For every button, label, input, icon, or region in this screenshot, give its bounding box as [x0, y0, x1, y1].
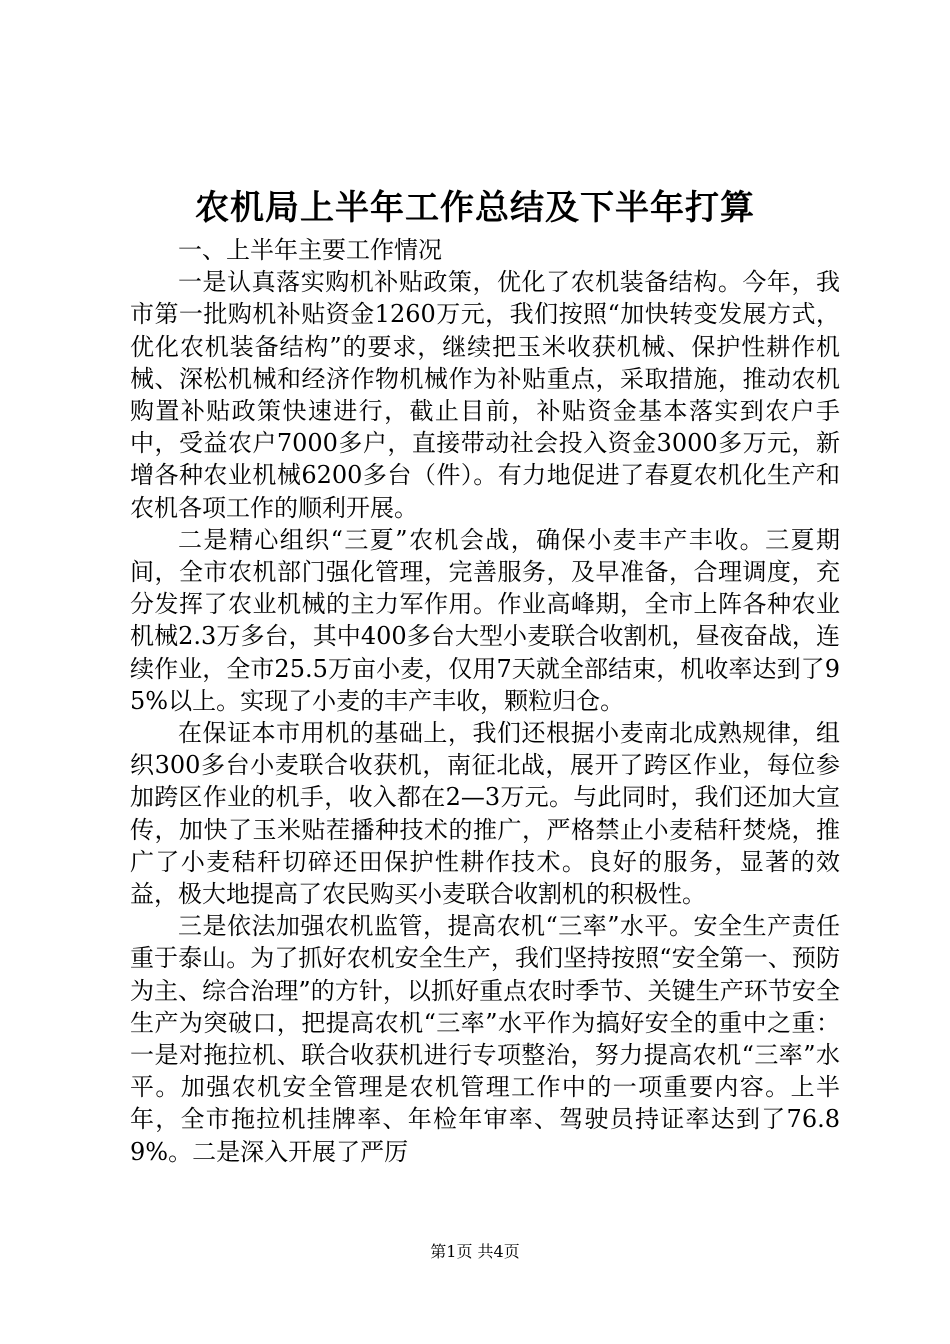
- paragraph: 二是精心组织“三夏”农机会战，确保小麦丰产丰收。三夏期间，全市农机部门强化管理，完善服务，及早准备，合理调度，充分发挥了农业机械的主力军作用。作业高峰期，全市上阵各种农业机械2.3万多台，其中400多台大型小麦联合收割机，昼夜奋战，连续作业，全市25.5万亩小麦，仅用7天就全部结束，机收率达到了95%以上。实现了小麦的丰产丰收，颗粒归仓。: [130, 525, 840, 715]
- paragraph: 三是依法加强农机监管，提高农机“三率”水平。安全生产责任重于泰山。为了抓好农机安全生产，我们坚持按照“安全第一、预防为主、综合治理”的方针，以抓好重点农时季节、关键生产环节安全生产为突破口，把提高农机“三率”水平作为搞好安全的重中之重：一是对拖拉机、联合收获机进行专项整治，努力提高农机“三率”水平。加强农机安全管理是农机管理工作中的一项重要内容。上半年，全市拖拉机挂牌率、年检年审率、驾驶员持证率达到了76.89%。二是深入开展了严厉: [130, 912, 840, 1166]
- paragraph: 在保证本市用机的基础上，我们还根据小麦南北成熟规律，组织300多台小麦联合收获机，南征北战，展开了跨区作业，每位参加跨区作业的机手，收入都在2—3万元。与此同时，我们还加大宣传，加快了玉米贴茬播种技术的推广，严格禁止小麦秸秆焚烧，推广了小麦秸秆切碎还田保护性耕作技术。良好的服务，显著的效益，极大地提高了农民购买小麦联合收割机的积极性。: [130, 719, 840, 909]
- paragraph: 一是认真落实购机补贴政策，优化了农机装备结构。今年，我市第一批购机补贴资金1260万元，我们按照“加快转变发展方式，优化农机装备结构”的要求，继续把玉米收获机械、保护性耕作机械、深松机械和经济作物机械作为补贴重点，采取措施，推动农机购置补贴政策快速进行，截止目前，补贴资金基本落实到农户手中，受益农户7000多户，直接带动社会投入资金3000多万元，新增各种农业机械6200多台（件）。有力地促进了春夏农机化生产和农机各项工作的顺利开展。: [130, 268, 840, 522]
- document-title: 农机局上半年工作总结及下半年打算: [195, 188, 755, 228]
- page-footer: 第1页 共4页: [430, 1242, 520, 1261]
- section-heading: 一、上半年主要工作情况: [178, 236, 442, 264]
- document-body: [130, 234, 840, 1168]
